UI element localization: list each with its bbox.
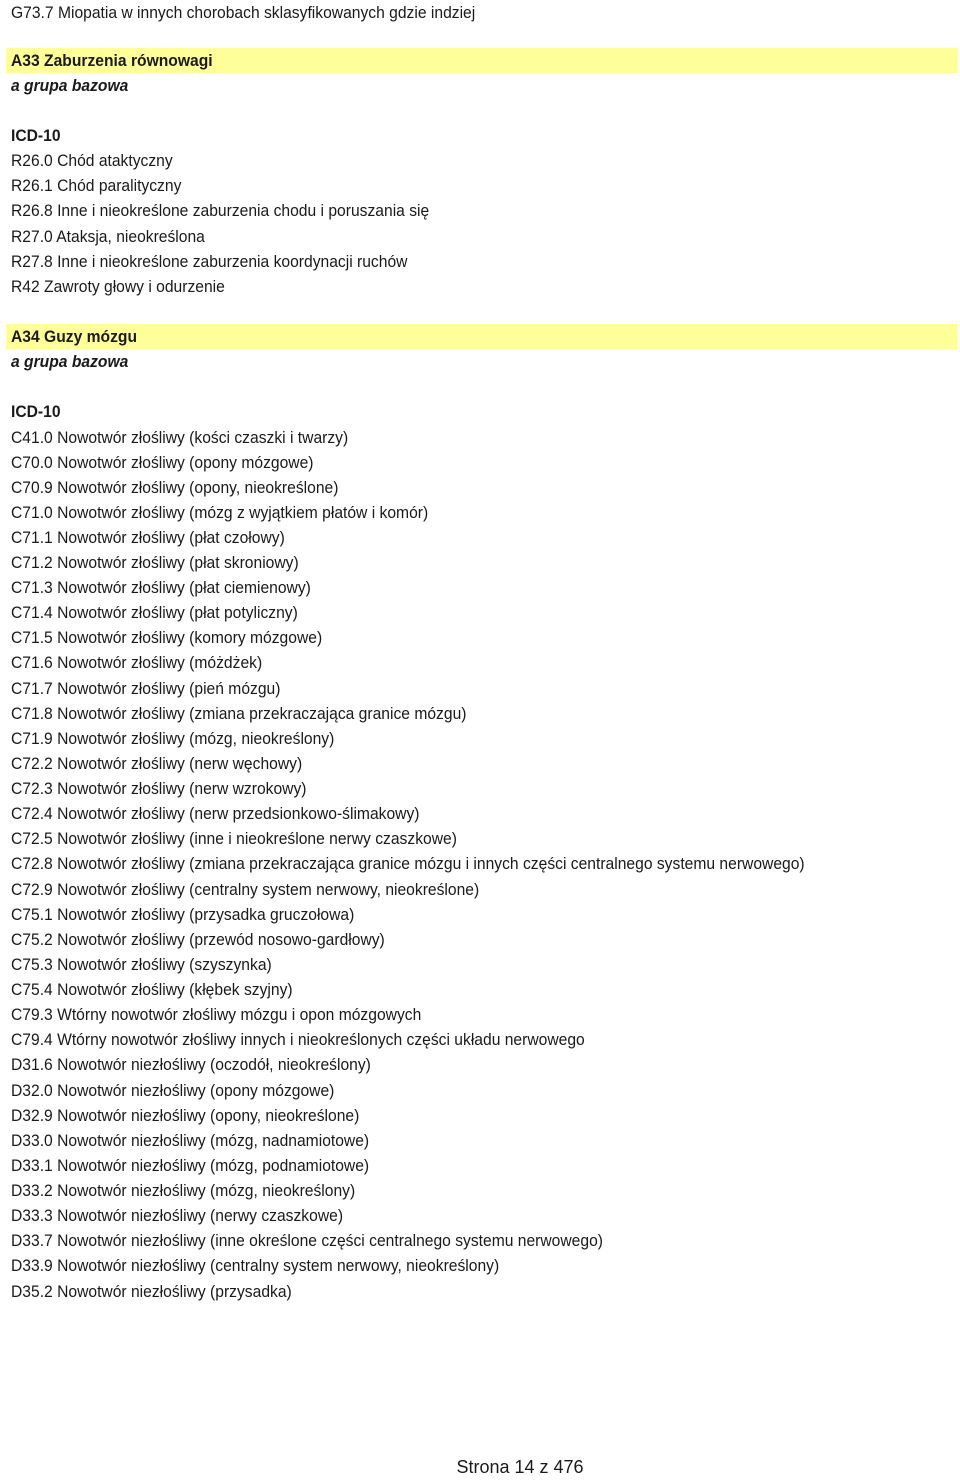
code-line: C75.3 Nowotwór złośliwy (szyszynka) <box>11 955 272 974</box>
code-line: C72.5 Nowotwór złośliwy (inne i nieokreślone nerwy czaszkowe) <box>11 829 457 848</box>
section-a33-title: A33 Zaburzenia równowagi <box>11 51 213 70</box>
code-line: D33.3 Nowotwór niezłośliwy (nerwy czaszkowe) <box>11 1206 344 1225</box>
code-line: D33.7 Nowotwór niezłośliwy (inne określone części centralnego systemu nerwowego) <box>11 1231 603 1250</box>
section-a33-subtitle: a grupa bazowa <box>11 76 129 95</box>
code-line: C75.1 Nowotwór złośliwy (przysadka gruczołowa) <box>11 905 355 924</box>
code-line: C71.5 Nowotwór złośliwy (komory mózgowe) <box>11 628 323 647</box>
code-line: R26.0 Chód ataktyczny <box>11 151 173 170</box>
code-line: C71.0 Nowotwór złośliwy (mózg z wyjątkiem płatów i komór) <box>11 503 429 522</box>
code-line: C71.7 Nowotwór złośliwy (pień mózgu) <box>11 679 281 698</box>
code-line: C70.9 Nowotwór złośliwy (opony, nieokreślone) <box>11 478 339 497</box>
code-line: C71.1 Nowotwór złośliwy (płat czołowy) <box>11 528 285 547</box>
code-line: C79.3 Wtórny nowotwór złośliwy mózgu i opon mózgowych <box>11 1005 422 1024</box>
code-line: R27.8 Inne i nieokreślone zaburzenia koordynacji ruchów <box>11 252 408 271</box>
code-line: R26.1 Chód paralityczny <box>11 176 182 195</box>
code-line: C72.8 Nowotwór złośliwy (zmiana przekraczająca granice mózgu i innych części centralnego systemu nerwowego) <box>11 854 805 873</box>
top-code-line: G73.7 Miopatia w innych chorobach sklasyfikowanych gdzie indziej <box>11 3 476 22</box>
section-a34-highlight <box>6 324 957 349</box>
code-line: D35.2 Nowotwór niezłośliwy (przysadka) <box>11 1282 292 1301</box>
code-line: D32.9 Nowotwór niezłośliwy (opony, nieokreślone) <box>11 1106 360 1125</box>
code-line: C75.4 Nowotwór złośliwy (kłębek szyjny) <box>11 980 293 999</box>
code-line: C41.0 Nowotwór złośliwy (kości czaszki i twarzy) <box>11 428 349 447</box>
code-line: D33.9 Nowotwór niezłośliwy (centralny system nerwowy, nieokreślony) <box>11 1256 500 1275</box>
code-line: C70.0 Nowotwór złośliwy (opony mózgowe) <box>11 453 314 472</box>
code-line: D32.0 Nowotwór niezłośliwy (opony mózgowe) <box>11 1081 335 1100</box>
code-line: D33.1 Nowotwór niezłośliwy (mózg, podnamiotowe) <box>11 1156 370 1175</box>
code-line: C71.6 Nowotwór złośliwy (móżdżek) <box>11 653 263 672</box>
code-line: C72.9 Nowotwór złośliwy (centralny system nerwowy, nieokreślone) <box>11 880 480 899</box>
code-line: C71.3 Nowotwór złośliwy (płat ciemienowy) <box>11 578 311 597</box>
code-line: C72.2 Nowotwór złośliwy (nerw węchowy) <box>11 754 303 773</box>
code-line: R26.8 Inne i nieokreślone zaburzenia chodu i poruszania się <box>11 201 430 220</box>
code-line: C71.4 Nowotwór złośliwy (płat potyliczny) <box>11 603 298 622</box>
code-line: C71.8 Nowotwór złośliwy (zmiana przekraczająca granice mózgu) <box>11 704 467 723</box>
code-line: C72.4 Nowotwór złośliwy (nerw przedsionkowo-ślimakowy) <box>11 804 420 823</box>
code-line: D31.6 Nowotwór niezłośliwy (oczodół, nieokreślony) <box>11 1055 371 1074</box>
code-line: C71.2 Nowotwór złośliwy (płat skroniowy) <box>11 553 299 572</box>
code-line: D33.0 Nowotwór niezłośliwy (mózg, nadnamiotowe) <box>11 1131 370 1150</box>
section-a34-title: A34 Guzy mózgu <box>11 327 138 346</box>
code-line: R27.0 Ataksja, nieokreślona <box>11 227 205 246</box>
code-line: C75.2 Nowotwór złośliwy (przewód nosowo-gardłowy) <box>11 930 385 949</box>
section-a33-classification: ICD-10 <box>11 126 61 145</box>
section-a34-classification: ICD-10 <box>11 402 61 421</box>
code-line: C79.4 Wtórny nowotwór złośliwy innych i nieokreślonych części układu nerwowego <box>11 1030 585 1049</box>
section-a34-subtitle: a grupa bazowa <box>11 352 129 371</box>
code-line: C72.3 Nowotwór złośliwy (nerw wzrokowy) <box>11 779 307 798</box>
page-number: Strona 14 z 476 <box>456 1457 584 1477</box>
code-line: C71.9 Nowotwór złośliwy (mózg, nieokreślony) <box>11 729 335 748</box>
code-line: D33.2 Nowotwór niezłośliwy (mózg, nieokreślony) <box>11 1181 356 1200</box>
code-line: R42 Zawroty głowy i odurzenie <box>11 277 225 296</box>
